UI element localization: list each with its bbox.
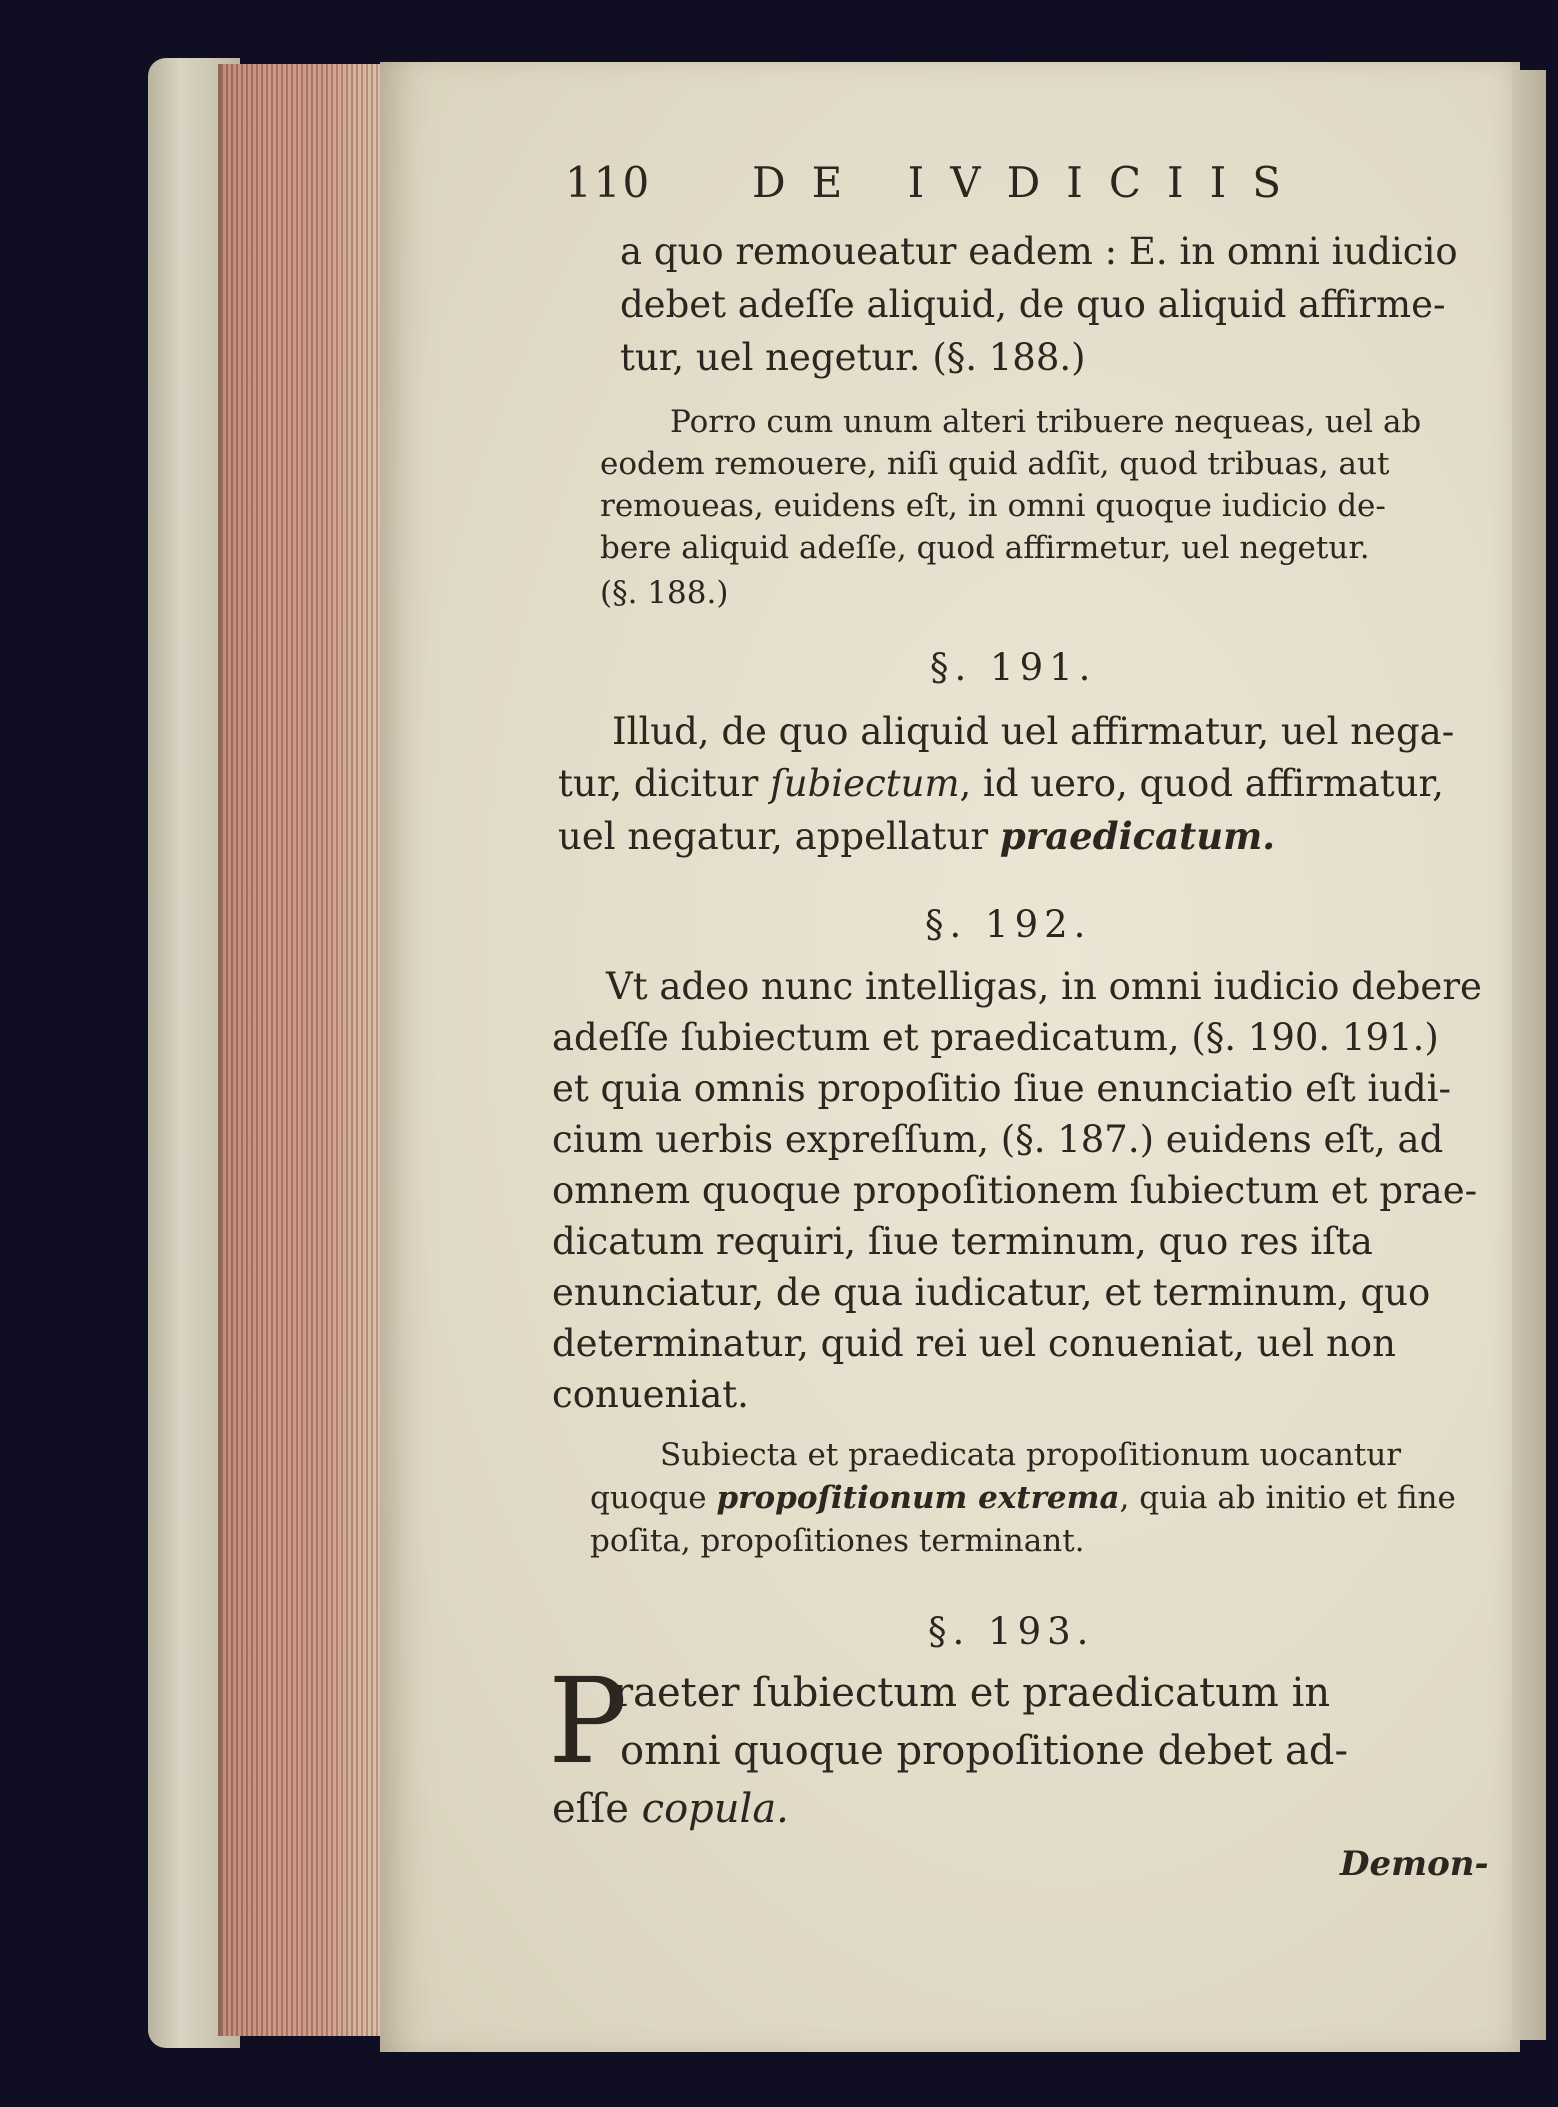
note-line: (§. 188.)	[600, 575, 729, 611]
text-line: omnem quoque propoſitionem ſubiectum et prae-	[552, 1169, 1478, 1212]
running-title: DE IVDICIIS	[752, 158, 1307, 207]
note-line: eodem remouere, niſi quid adſit, quod tribuas, aut	[600, 446, 1390, 482]
term-subiectum: ſubiectum	[770, 762, 960, 805]
section-heading: §. 192.	[925, 903, 1092, 946]
term-copula: copula.	[641, 1786, 789, 1832]
facing-page-edge	[1512, 70, 1546, 2040]
drop-cap: P	[548, 1652, 628, 1790]
text-line: Illud, de quo aliquid uel affirmatur, uel nega-	[612, 710, 1455, 753]
page-number: 110	[565, 158, 652, 207]
text-line: Vt adeo nunc intelligas, in omni iudicio debere	[606, 965, 1482, 1008]
term-extrema: propoſitionum extrema	[716, 1480, 1120, 1516]
text-line: raeter ſubiectum et praedicatum in	[614, 1670, 1331, 1716]
note-line: quoque propoſitionum extrema, quia ab initio et fine	[590, 1480, 1456, 1516]
note-line: poſita, propoſitiones terminant.	[590, 1523, 1085, 1559]
text-line: tur, uel negetur. (§. 188.)	[620, 336, 1086, 379]
text-line: dicatum requiri, ſiue terminum, quo res iſta	[552, 1220, 1373, 1263]
text-line: enunciatur, de qua iudicatur, et terminum, quo	[552, 1271, 1431, 1314]
text-line: a quo remoueatur eadem : E. in omni iudicio	[620, 230, 1458, 273]
text-line: et quia omnis propoſitio ſiue enunciatio eſt iudi-	[552, 1067, 1452, 1110]
text-line: conueniat.	[552, 1373, 749, 1416]
text-line: debet adeſſe aliquid, de quo aliquid affirme-	[620, 283, 1446, 326]
text-line: uel negatur, appellatur praedicatum.	[558, 814, 1276, 858]
text-line: eſſe copula.	[552, 1786, 789, 1832]
text-line: cium uerbis expreſſum, (§. 187.) euidens eſt, ad	[552, 1118, 1444, 1161]
note-line: Subiecta et praedicata propoſitionum uocantur	[660, 1437, 1402, 1473]
text-line: adeſſe ſubiectum et praedicatum, (§. 190. 191.)	[552, 1016, 1439, 1059]
term-praedicatum: praedicatum.	[999, 814, 1276, 858]
section-heading: §. 191.	[930, 646, 1097, 689]
text-line: tur, dicitur ſubiectum, id uero, quod affirmatur,	[558, 762, 1444, 805]
note-line: Porro cum unum alteri tribuere nequeas, uel ab	[670, 404, 1422, 440]
note-line: remoueas, euidens eſt, in omni quoque iudicio de-	[600, 488, 1386, 524]
note-line: bere aliquid adeſſe, quod affirmetur, uel negetur.	[600, 530, 1370, 566]
page-edges	[218, 64, 393, 2036]
section-heading: §. 193.	[928, 1610, 1095, 1653]
catchword: Demon-	[1340, 1844, 1489, 1884]
text-line: determinatur, quid rei uel conueniat, uel non	[552, 1322, 1396, 1365]
text-line: omni quoque propoſitione debet ad-	[620, 1728, 1348, 1774]
